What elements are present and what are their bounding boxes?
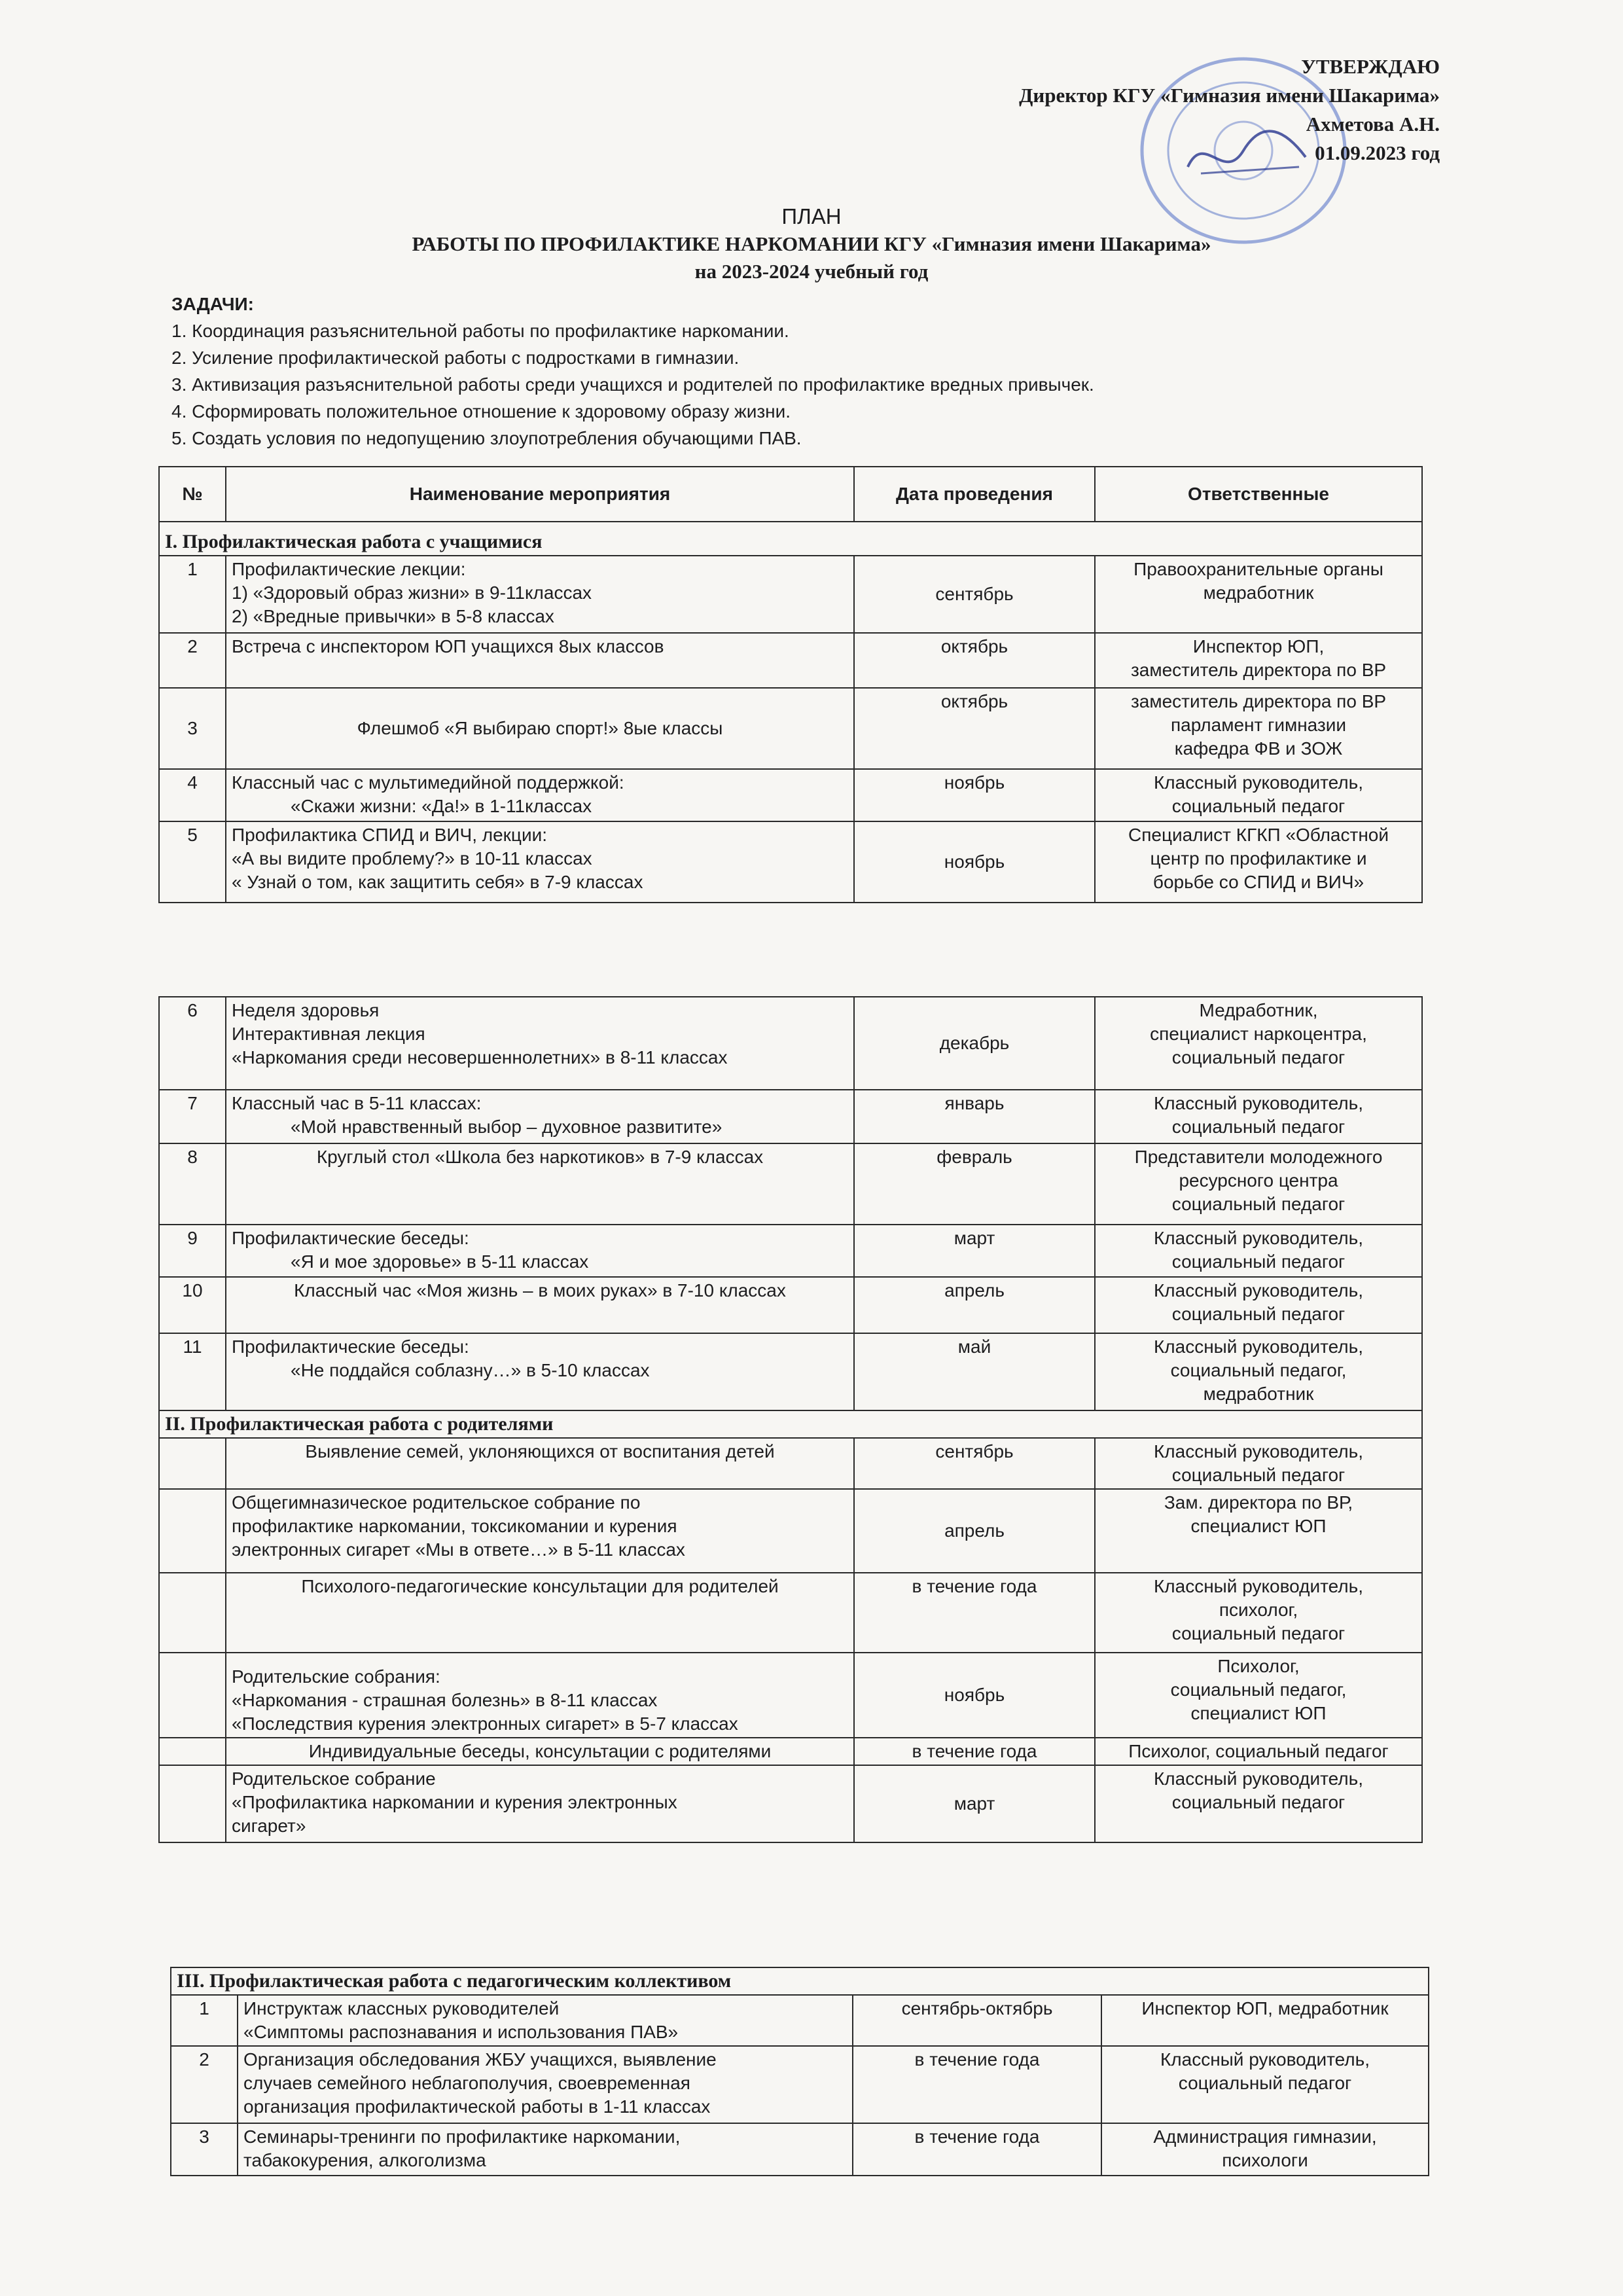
header-date: Дата проведения bbox=[854, 467, 1095, 522]
row-date: март bbox=[854, 1765, 1095, 1842]
row-resp: Инспектор ЮП, медработник bbox=[1101, 1995, 1429, 2046]
table-row bbox=[159, 1090, 1422, 1143]
table-row bbox=[159, 688, 1422, 769]
table-row bbox=[171, 2046, 1429, 2123]
row-name: Круглый стол «Школа без наркотиков» в 7-9 классах bbox=[226, 1143, 854, 1225]
row-resp: Классный руководитель, социальный педагог, медработник bbox=[1095, 1333, 1422, 1410]
table-header-row bbox=[159, 467, 1422, 522]
table-row bbox=[159, 1225, 1422, 1277]
plan-table-part-3 bbox=[170, 1967, 1429, 2176]
table-row bbox=[159, 1738, 1422, 1765]
row-num bbox=[159, 1573, 226, 1653]
section-row bbox=[159, 522, 1422, 556]
row-date: ноябрь bbox=[854, 769, 1095, 821]
table-row bbox=[159, 1333, 1422, 1410]
approval-date: 01.09.2023 год bbox=[1315, 141, 1440, 164]
row-resp: Медработник, специалист наркоцентра, социальный педагог bbox=[1095, 997, 1422, 1090]
table-row bbox=[171, 2123, 1429, 2176]
row-resp: Специалист КГКП «Областной центр по профилактике и борьбе со СПИД и ВИЧ» bbox=[1095, 821, 1422, 903]
row-name: Семинары-тренинги по профилактике наркомании, табакокурения, алкоголизма bbox=[238, 2123, 853, 2176]
plan-title: ПЛАН bbox=[781, 204, 842, 228]
row-name: Психолого-педагогические консультации для родителей bbox=[226, 1573, 854, 1653]
row-name: Профилактика СПИД и ВИЧ, лекции: «А вы видите проблему?» в 10-11 классах « Узнай о том, как защитить себя» в 7-9 классах bbox=[226, 821, 854, 903]
row-num: 6 bbox=[159, 997, 226, 1090]
task-item: 3. Активизация разъяснительной работы среди учащихся и родителей по профилактике вредных привычек. bbox=[171, 374, 1094, 395]
row-num: 3 bbox=[159, 688, 226, 769]
row-num bbox=[159, 1738, 226, 1765]
table-row bbox=[159, 1765, 1422, 1842]
row-resp: Правоохранительные органы медработник bbox=[1095, 556, 1422, 633]
tasks-block bbox=[171, 291, 1415, 452]
row-name: Классный час «Моя жизнь – в моих руках» в 7-10 классах bbox=[226, 1277, 854, 1333]
task-item: 1. Координация разъяснительной работы по профилактике наркомании. bbox=[171, 321, 789, 341]
row-name: Индивидуальные беседы, консультации с родителями bbox=[226, 1738, 854, 1765]
approval-name: Ахметова А.Н. bbox=[1306, 113, 1440, 135]
row-num: 7 bbox=[159, 1090, 226, 1143]
row-name: Родительское собрание «Профилактика наркомании и курения электронных сигарет» bbox=[226, 1765, 854, 1842]
row-date: сентябрь bbox=[854, 1438, 1095, 1489]
task-item: 5. Создать условия по недопущению злоупотребления обучающими ПАВ. bbox=[171, 428, 802, 448]
row-num: 9 bbox=[159, 1225, 226, 1277]
row-num bbox=[159, 1489, 226, 1573]
plan-table-part-2 bbox=[158, 996, 1423, 1843]
row-name: Выявление семей, уклоняющихся от воспитания детей bbox=[226, 1438, 854, 1489]
row-num: 4 bbox=[159, 769, 226, 821]
row-name: Встреча с инспектором ЮП учащихся 8ых классов bbox=[226, 633, 854, 688]
row-name: Общегимназическое родительское собрание по профилактике наркомании, токсикомании и курения электронных сигарет «Мы в ответе…» в 5-11 классах bbox=[226, 1489, 854, 1573]
table-row bbox=[159, 1438, 1422, 1489]
table-row bbox=[159, 1277, 1422, 1333]
row-date: май bbox=[854, 1333, 1095, 1410]
row-resp: Классный руководитель, социальный педагог bbox=[1095, 1277, 1422, 1333]
tasks-heading: ЗАДАЧИ: bbox=[171, 294, 254, 314]
header-num: № bbox=[159, 467, 226, 522]
table-row bbox=[159, 997, 1422, 1090]
row-date: октябрь bbox=[854, 633, 1095, 688]
row-date: март bbox=[854, 1225, 1095, 1277]
row-date: в течение года bbox=[853, 2046, 1101, 2123]
row-date: сентябрь bbox=[854, 556, 1095, 633]
row-name: Классный час в 5-11 классах: «Мой нравственный выбор – духовное развитите» bbox=[226, 1090, 854, 1143]
row-num bbox=[159, 1765, 226, 1842]
row-date: апрель bbox=[854, 1489, 1095, 1573]
row-num: 10 bbox=[159, 1277, 226, 1333]
row-num: 2 bbox=[171, 2046, 238, 2123]
row-name: Организация обследования ЖБУ учащихся, выявление случаев семейного неблагополучия, своевременная организация профилактической работы в 1-11 классах bbox=[238, 2046, 853, 2123]
row-num: 8 bbox=[159, 1143, 226, 1225]
task-item: 2. Усиление профилактической работы с подростками в гимназии. bbox=[171, 348, 740, 368]
plan-subtitle: РАБОТЫ ПО ПРОФИЛАКТИКЕ НАРКОМАНИИ КГУ «Гимназия имени Шакарима» bbox=[412, 232, 1211, 255]
plan-title-block bbox=[0, 203, 1623, 285]
row-date: октябрь bbox=[854, 688, 1095, 769]
row-num: 5 bbox=[159, 821, 226, 903]
row-date: ноябрь bbox=[854, 821, 1095, 903]
approval-block bbox=[877, 52, 1440, 168]
plan-table-part-1 bbox=[158, 466, 1423, 903]
row-name: Профилактические беседы: «Я и мое здоровье» в 5-11 классах bbox=[226, 1225, 854, 1277]
section-row bbox=[159, 1410, 1422, 1438]
table-row bbox=[159, 556, 1422, 633]
row-resp: Классный руководитель, социальный педагог bbox=[1095, 769, 1422, 821]
row-date: сентябрь-октябрь bbox=[853, 1995, 1101, 2046]
row-resp: Классный руководитель, социальный педагог bbox=[1095, 1765, 1422, 1842]
row-date: в течение года bbox=[854, 1738, 1095, 1765]
table-row bbox=[159, 1143, 1422, 1225]
row-date: декабрь bbox=[854, 997, 1095, 1090]
header-name: Наименование мероприятия bbox=[226, 467, 854, 522]
row-name: Профилактические лекции: 1) «Здоровый образ жизни» в 9-11классах 2) «Вредные привычки» в 5-8 классах bbox=[226, 556, 854, 633]
table-row bbox=[159, 821, 1422, 903]
row-resp: Психолог, социальный педагог bbox=[1095, 1738, 1422, 1765]
table-row bbox=[159, 769, 1422, 821]
row-resp: Зам. директора по ВР, специалист ЮП bbox=[1095, 1489, 1422, 1573]
row-resp: Администрация гимназии, психологи bbox=[1101, 2123, 1429, 2176]
table-row bbox=[159, 633, 1422, 688]
plan-year: на 2023-2024 учебный год bbox=[694, 260, 929, 283]
row-resp: Классный руководитель, социальный педагог bbox=[1095, 1438, 1422, 1489]
row-name: Инструктаж классных руководителей «Симптомы распознавания и использования ПАВ» bbox=[238, 1995, 853, 2046]
table-row bbox=[171, 1995, 1429, 2046]
row-num: 1 bbox=[171, 1995, 238, 2046]
row-name: Классный час с мультимедийной поддержкой: «Скажи жизни: «Да!» в 1-11классах bbox=[226, 769, 854, 821]
task-item: 4. Сформировать положительное отношение к здоровому образу жизни. bbox=[171, 401, 791, 422]
row-num bbox=[159, 1438, 226, 1489]
header-resp: Ответственные bbox=[1095, 467, 1422, 522]
row-num: 1 bbox=[159, 556, 226, 633]
section-title: II. Профилактическая работа с родителями bbox=[159, 1410, 1422, 1438]
section-title: III. Профилактическая работа с педагогическим коллективом bbox=[171, 1967, 1429, 1995]
row-resp: Классный руководитель, социальный педагог bbox=[1095, 1090, 1422, 1143]
table-row bbox=[159, 1573, 1422, 1653]
row-resp: заместитель директора по ВР парламент гимназии кафедра ФВ и ЗОЖ bbox=[1095, 688, 1422, 769]
approval-title: УТВЕРЖДАЮ bbox=[1301, 55, 1440, 78]
row-date: апрель bbox=[854, 1277, 1095, 1333]
row-num bbox=[159, 1653, 226, 1738]
row-resp: Классный руководитель, психолог, социальный педагог bbox=[1095, 1573, 1422, 1653]
row-name: Профилактические беседы: «Не поддайся соблазну…» в 5-10 классах bbox=[226, 1333, 854, 1410]
table-row bbox=[159, 1489, 1422, 1573]
table-row bbox=[159, 1653, 1422, 1738]
row-date: в течение года bbox=[853, 2123, 1101, 2176]
row-resp: Классный руководитель, социальный педагог bbox=[1095, 1225, 1422, 1277]
section-row bbox=[171, 1967, 1429, 1995]
row-name: Неделя здоровья Интерактивная лекция «Наркомания среди несовершеннолетних» в 8-11 классах bbox=[226, 997, 854, 1090]
section-title: I. Профилактическая работа с учащимися bbox=[159, 522, 1422, 556]
row-date: ноябрь bbox=[854, 1653, 1095, 1738]
row-name: Флешмоб «Я выбираю спорт!» 8ые классы bbox=[226, 688, 854, 769]
approval-position: Директор КГУ «Гимназия имени Шакарима» bbox=[1019, 84, 1440, 107]
row-num: 11 bbox=[159, 1333, 226, 1410]
row-resp: Классный руководитель, социальный педагог bbox=[1101, 2046, 1429, 2123]
row-name: Родительские собрания: «Наркомания - страшная болезнь» в 8-11 классах «Последствия курения электронных сигарет» в 5-7 классах bbox=[226, 1653, 854, 1738]
row-resp: Психолог, социальный педагог, специалист ЮП bbox=[1095, 1653, 1422, 1738]
row-date: февраль bbox=[854, 1143, 1095, 1225]
row-num: 3 bbox=[171, 2123, 238, 2176]
row-resp: Представители молодежного ресурсного центра социальный педагог bbox=[1095, 1143, 1422, 1225]
row-date: январь bbox=[854, 1090, 1095, 1143]
row-num: 2 bbox=[159, 633, 226, 688]
row-date: в течение года bbox=[854, 1573, 1095, 1653]
row-resp: Инспектор ЮП, заместитель директора по ВР bbox=[1095, 633, 1422, 688]
